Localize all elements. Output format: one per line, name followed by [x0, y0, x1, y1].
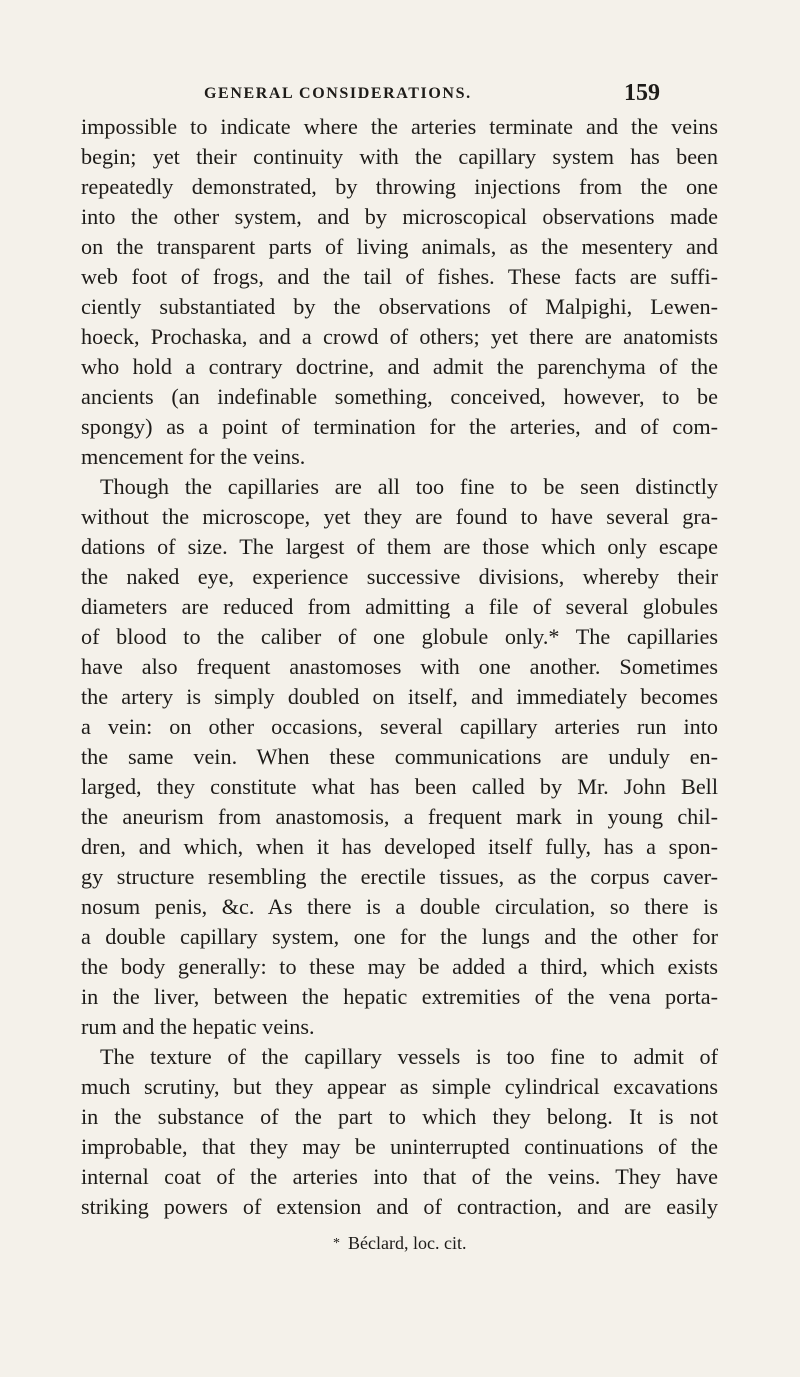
text-line: have also frequent anastomoses with one another. Sometimes [81, 654, 718, 679]
text-line: the body generally: to these may be added a third, which exists [81, 954, 718, 979]
text-line: hoeck, Prochaska, and a crowd of others; yet there are anatomists [81, 324, 718, 349]
paragraph-end-line: mencement for the veins. [81, 444, 306, 469]
text-line: web foot of frogs, and the tail of fishes. These facts are suffi- [81, 264, 718, 289]
text-line: without the microscope, yet they are found to have several gra- [81, 504, 718, 529]
text-line: ancients (an indefinable something, conceived, however, to be [81, 384, 718, 409]
text-line: much scrutiny, but they appear as simple cylindrical excavations [81, 1074, 718, 1099]
text-line: larged, they constitute what has been called by Mr. John Bell [81, 774, 718, 799]
page-number: 159 [624, 80, 660, 106]
text-line: in the liver, between the hepatic extremities of the vena porta- [81, 984, 718, 1009]
text-line: nosum penis, &c. As there is a double circulation, so there is [81, 894, 718, 919]
text-line: the same vein. When these communications are unduly en- [81, 744, 718, 769]
text-line: a double capillary system, one for the lungs and the other for [81, 924, 718, 949]
text-line: on the transparent parts of living animals, as the mesentery and [81, 234, 718, 259]
text-line: dations of size. The largest of them are those which only escape [81, 534, 718, 559]
text-line: dren, and which, when it has developed itself fully, has a spon- [81, 834, 718, 859]
text-line: striking powers of extension and of contraction, and are easily [81, 1194, 718, 1219]
text-line: improbable, that they may be uninterrupted continuations of the [81, 1134, 718, 1159]
paragraph-start-line: The texture of the capillary vessels is too fine to admit of [100, 1044, 718, 1069]
text-line: of blood to the caliber of one globule only.* The capillaries [81, 624, 718, 649]
running-title: GENERAL CONSIDERATIONS. [204, 85, 472, 102]
paragraph-start-line: Though the capillaries are all too fine to be seen distinctly [100, 474, 718, 499]
text-line: ciently substantiated by the observations of Malpighi, Lewen- [81, 294, 718, 319]
text-line: repeatedly demonstrated, by throwing injections from the one [81, 174, 718, 199]
text-line: the artery is simply doubled on itself, and immediately becomes [81, 684, 718, 709]
text-line: internal coat of the arteries into that of the veins. They have [81, 1164, 718, 1189]
text-line: spongy) as a point of termination for the arteries, and of com- [81, 414, 718, 439]
text-line: who hold a contrary doctrine, and admit the parenchyma of the [81, 354, 718, 379]
text-line: impossible to indicate where the arteries terminate and the veins [81, 114, 718, 139]
text-line: a vein: on other occasions, several capillary arteries run into [81, 714, 718, 739]
footnote-text: Béclard, loc. cit. [348, 1233, 467, 1253]
paragraph-end-line: rum and the hepatic veins. [81, 1014, 315, 1039]
text-line: into the other system, and by microscopical observations made [81, 204, 718, 229]
footnote [333, 1231, 466, 1256]
text-line: the naked eye, experience successive divisions, whereby their [81, 564, 718, 589]
text-line: gy structure resembling the erectile tissues, as the corpus caver- [81, 864, 718, 889]
running-head [204, 78, 664, 110]
footnote-mark: * [333, 1236, 340, 1251]
body-text [81, 112, 718, 1222]
text-line: in the substance of the part to which they belong. It is not [81, 1104, 718, 1129]
text-line: the aneurism from anastomosis, a frequent mark in young chil- [81, 804, 718, 829]
text-line: begin; yet their continuity with the capillary system has been [81, 144, 718, 169]
text-line: diameters are reduced from admitting a file of several globules [81, 594, 718, 619]
